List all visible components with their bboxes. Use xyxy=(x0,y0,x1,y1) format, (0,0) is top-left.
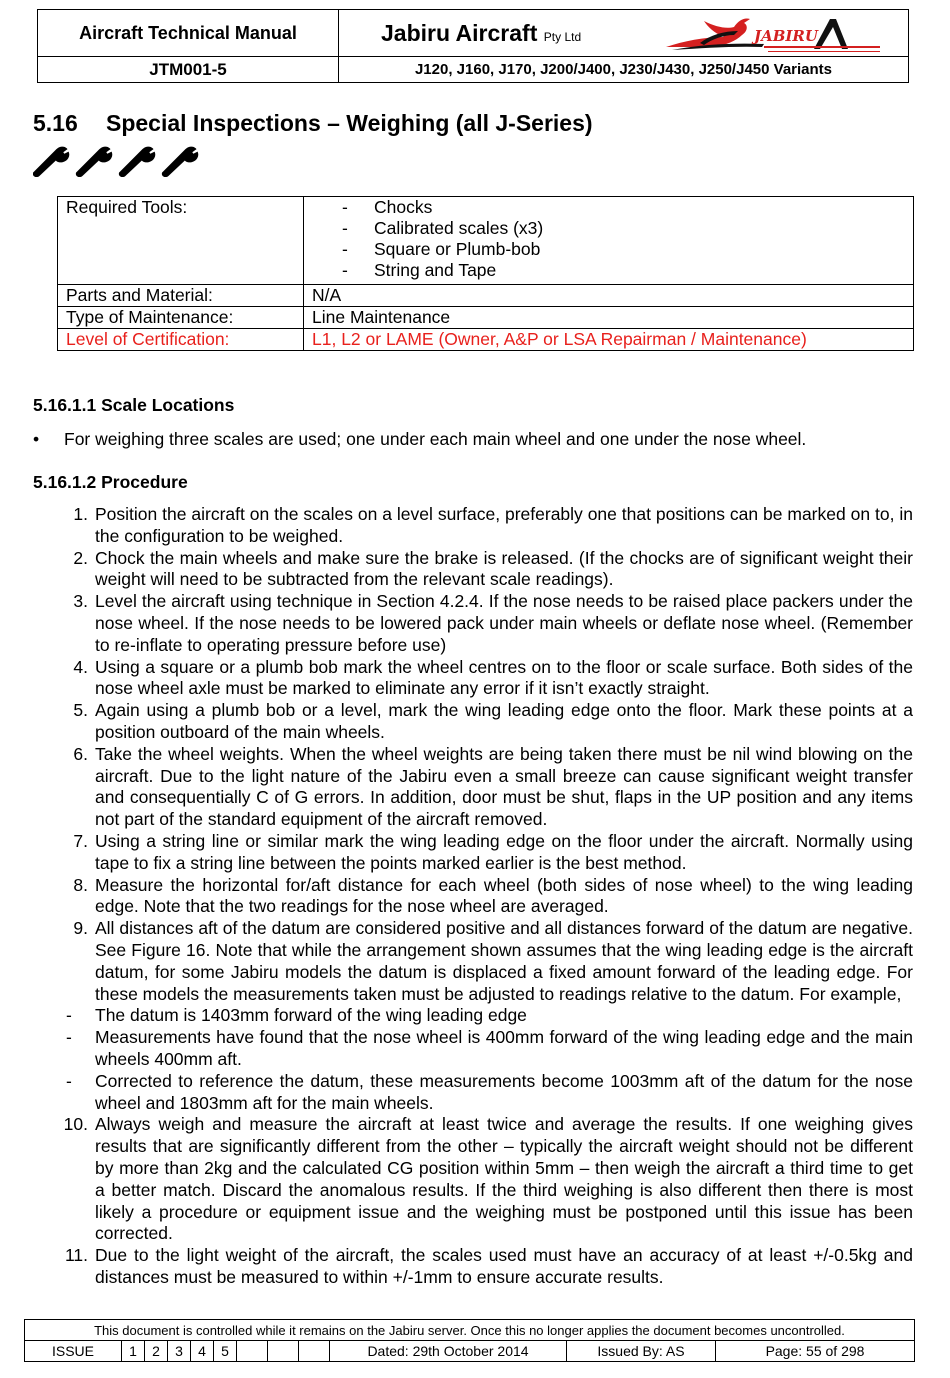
date-cell: Dated: 29th October 2014 xyxy=(330,1341,567,1362)
tool-item: - String and Tape xyxy=(342,260,905,281)
type-label: Type of Maintenance: xyxy=(58,307,304,329)
section-heading: Special Inspections – Weighing (all J-Series) xyxy=(106,110,593,136)
bullet-text: For weighing three scales are used; one under each main wheel and one under the nose wheel. xyxy=(64,429,807,449)
wrench-rating xyxy=(33,145,201,177)
section-title xyxy=(33,110,593,137)
example-item: - Corrected to reference the datum, these measurements become 1003mm aft of the datum for the nose wheel and 1803mm aft for the main wheels. xyxy=(60,1071,913,1115)
type-row xyxy=(58,307,914,329)
wrench-icon xyxy=(163,148,197,176)
step-text: Position the aircraft on the scales on a level surface, preferably one that positions can be marked on to, in the configuration to be weighed. xyxy=(95,504,913,546)
list-item: 4. Using a square or a plumb bob mark the wheel centres on to the floor or scale surface. Both sides of the nose wheel axle must be marked to eliminate any error if it isn’t exactly straight. xyxy=(73,656,913,699)
step-text: Always weigh and measure the aircraft at least twice and average the results. If one weighing gives results that are significantly different from the other – typically the aircraft weight should not be different by more than 2kg and the calculated CG position within 5mm – then weigh the aircraft a third time to get a better match. Discard the anomalous results. If the third weighing is also different then there is most likely a procedure or equipment issue and the weighing must be postponed until this issue has been corrected. xyxy=(95,1114,913,1244)
cert-label: Level of Certification: xyxy=(58,329,304,351)
list-item: 6. Take the wheel weights. When the wheel weights are being taken there must be nil wind blowing on the aircraft. Due to the light nature of the Jabiru even a small breeze can cause significant weight transfer and consequentially C of G errors. In addition, door must be shut, flaps in the UP position and any items not part of the standard equipment of the aircraft removed. xyxy=(73,743,913,830)
company-suffix: Pty Ltd xyxy=(543,29,582,44)
control-note: This document is controlled while it remains on the Jabiru server. Once this no longer applies the document becomes uncontrolled. xyxy=(25,1320,915,1341)
list-item: 3. Level the aircraft using technique in Section 4.2.4. If the nose needs to be raised place packers under the nose wheel. If the nose needs to be lowered pack under main wheels or deflate nose wheel. (Remember to re-inflate to operating pressure before use) xyxy=(73,591,913,655)
step-text: Again using a plumb bob or a level, mark the wing leading edge onto the floor. Mark these points at a position outboard of the main wheels. xyxy=(95,700,913,742)
list-item: 5. Again using a plumb bob or a level, mark the wing leading edge onto the floor. Mark these points at a position outboard of the main wheels. xyxy=(73,700,913,742)
parts-row xyxy=(58,285,914,307)
list-item: 7. Using a string line or similar mark the wing leading edge on the floor under the aircraft. Normally using tape to fix a string line between the points marked earlier is the best method. xyxy=(73,830,913,873)
issue-cell xyxy=(237,1341,268,1362)
scale-locations-bullet xyxy=(33,428,913,450)
procedure-heading: 5.16.1.2 Procedure xyxy=(33,472,188,492)
list-item: 2. Chock the main wheels and make sure the brake is released. (If the chocks are of significant weight their weight will need to be subtracted from the relevant scale readings). xyxy=(73,547,913,590)
example-item: - The datum is 1403mm forward of the wing leading edge xyxy=(60,1005,913,1027)
bullet-icon: • xyxy=(33,429,40,449)
issue-cell: 2 xyxy=(145,1341,168,1362)
company-cell xyxy=(339,10,909,57)
wrench-icon xyxy=(77,148,111,176)
issue-label: ISSUE xyxy=(25,1341,122,1362)
tools-row xyxy=(58,197,914,285)
tool-item: - Calibrated scales (x3) xyxy=(342,218,905,239)
tools-cell xyxy=(304,197,914,285)
issue-cell: 1 xyxy=(122,1341,145,1362)
document-footer xyxy=(24,1319,915,1362)
svg-text:JABIRU: JABIRU xyxy=(754,27,818,45)
issue-cell: 4 xyxy=(191,1341,214,1362)
jabiru-logo-icon xyxy=(664,13,882,55)
list-item: 10. Always weigh and measure the aircraft at least twice and average the results. If one weighing gives results that are significantly different from the other – typically the aircraft weight should not be different by more than 2kg and the calculated CG position within 5mm – then weigh the aircraft a third time to get a better match. Discard the anomalous results. If the third weighing is also different then there is most likely a procedure or equipment issue and the weighing must be postponed until this issue has been corrected. xyxy=(63,1114,913,1244)
list-item: 11. Due to the light weight of the aircraft, the scales used must have an accuracy of at least +/-0.5kg and distances must be measured to within +/-1mm to ensure accurate results. xyxy=(64,1245,913,1287)
parts-label: Parts and Material: xyxy=(58,285,304,307)
step-text: All distances aft of the datum are considered positive and all distances forward of the datum are negative. See Figure 16. Note that while the arrangement shown assumes that the wing leading edge is the aircraft datum, for some Jabiru models the datum is displaced a fixed amount forward of the leading edge. For these models the measurements taken must be adjusted to readings relative to the datum. For example, xyxy=(95,918,913,1004)
doc-number: JTM001-5 xyxy=(38,57,339,83)
cert-value: L1, L2 or LAME (Owner, A&P or LSA Repairman / Maintenance) xyxy=(304,329,914,351)
step-text: Using a string line or similar mark the wing leading edge on the floor under the aircraft. Normally using tape to fix a string line between the points marked earlier is the best method. xyxy=(95,830,913,873)
wrench-icon xyxy=(120,148,154,176)
company-name: Jabiru Aircraft xyxy=(381,19,538,46)
step-text: Take the wheel weights. When the wheel weights are being taken there must be nil wind blowing on the aircraft. Due to the light nature of the Jabiru even a small breeze can cause significant weight transfer and consequentially C of G errors. In addition, door must be shut, flaps in the UP position and any items not part of the standard equipment of the aircraft removed. xyxy=(95,743,913,830)
page-number: Page: 55 of 298 xyxy=(716,1341,915,1362)
section-number: 5.16 xyxy=(33,110,78,136)
tool-item: - Chocks xyxy=(342,197,905,218)
tools-list xyxy=(312,197,905,281)
document-header xyxy=(37,9,909,83)
issue-cell: 3 xyxy=(168,1341,191,1362)
procedure-list xyxy=(60,504,913,1289)
step-text: Using a square or a plumb bob mark the wheel centres on to the floor or scale surface. Both sides of the nose wheel axle must be marked to eliminate any error if it isn’t exactly straight. xyxy=(95,656,913,699)
step-text: Measure the horizontal for/aft distance for each wheel (both sides of nose wheel) to the wing leading edge. Note that the two readings for the nose wheel are averaged. xyxy=(95,874,913,917)
wrench-icon xyxy=(34,148,68,176)
requirements-table xyxy=(57,196,914,351)
list-item: 1. Position the aircraft on the scales on a level surface, preferably one that positions can be marked on to, in the configuration to be weighed. xyxy=(73,504,913,546)
issue-cell xyxy=(299,1341,330,1362)
scale-locations-heading: 5.16.1.1 Scale Locations xyxy=(33,395,235,415)
cert-row xyxy=(58,329,914,351)
example-item: - Measurements have found that the nose wheel is 400mm forward of the wing leading edge and the main wheels 400mm aft. xyxy=(60,1027,913,1071)
type-value: Line Maintenance xyxy=(304,307,914,329)
step-text: Level the aircraft using technique in Section 4.2.4. If the nose needs to be raised place packers under the nose wheel. If the nose needs to be lowered pack under main wheels or deflate nose wheel. (Remember to re-inflate to operating pressure before use) xyxy=(95,591,913,655)
tool-item: - Square or Plumb-bob xyxy=(342,239,905,260)
issue-cell xyxy=(268,1341,299,1362)
list-item: 8. Measure the horizontal for/aft distance for each wheel (both sides of nose wheel) to the wing leading edge. Note that the two readings for the nose wheel are averaged. xyxy=(73,874,913,917)
step-text: Chock the main wheels and make sure the brake is released. (If the chocks are of significant weight their weight will need to be subtracted from the relevant scale readings). xyxy=(95,547,913,590)
parts-value: N/A xyxy=(304,285,914,307)
issued-by-cell: Issued By: AS xyxy=(567,1341,716,1362)
list-item: 9. All distances aft of the datum are considered positive and all distances forward of the datum are negative. See Figure 16. Note that while the arrangement shown assumes that the wing leading edge is the aircraft datum, for some Jabiru models the datum is displaced a fixed amount forward of the leading edge. For these models the measurements taken must be adjusted to readings relative to the datum. For example, - The datum is 1403mm forward of the wing leading edge - Measurements have found that the nose wheel is 400mm forward of the wing leading edge and the main wheels 400mm aft. - Corrected to reference the datum, these measurements become 1003mm aft of the datum for the nose wheel and 1803mm aft for the main wheels. xyxy=(60,918,913,1114)
aircraft-variants: J120, J160, J170, J200/J400, J230/J430, J250/J450 Variants xyxy=(339,57,909,83)
step-text: Due to the light weight of the aircraft, the scales used must have an accuracy of at least +/-0.5kg and distances must be measured to within +/-1mm to ensure accurate results. xyxy=(95,1245,913,1287)
manual-title: Aircraft Technical Manual xyxy=(38,10,339,57)
issue-cell: 5 xyxy=(214,1341,237,1362)
tools-label: Required Tools: xyxy=(58,197,304,285)
